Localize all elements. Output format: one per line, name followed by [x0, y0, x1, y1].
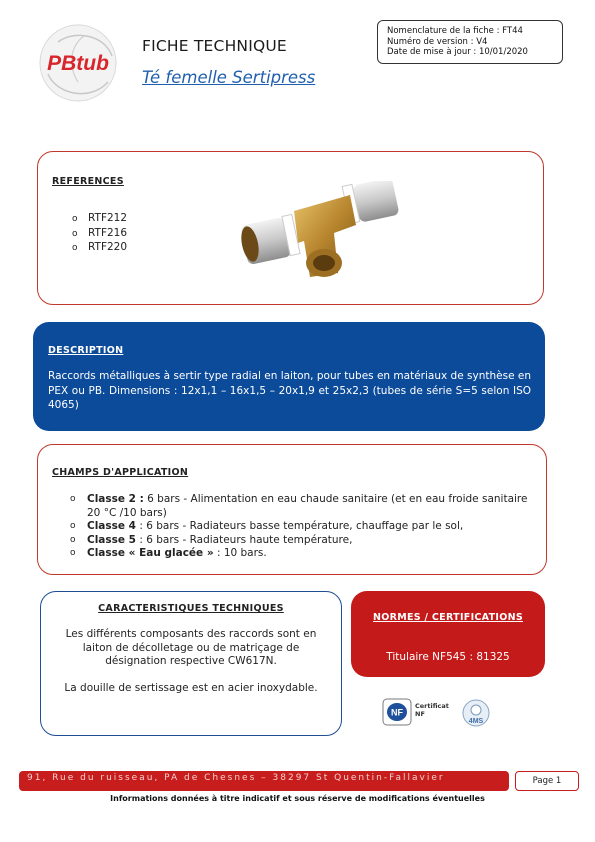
list-item: o Classe « Eau glacée » : 10 bars.: [70, 547, 267, 559]
logo-text: PBtub: [47, 52, 109, 75]
list-item: o Classe 2 : 6 bars - Alimentation en eau chaude sanitaire (et en eau froide sanitaire 20 °C /10 bars): [70, 493, 528, 519]
list-item: o RTF216: [72, 227, 127, 242]
product-subtitle: Té femelle Sertipress: [142, 68, 316, 87]
norms-text: Titulaire NF545 : 81325: [386, 651, 510, 663]
characteristics-paragraph: Les différents composants des raccords sont en laiton de décolletage ou de matriçage de désignation respective CW617N.: [65, 628, 317, 667]
svg-text:NF: NF: [391, 707, 403, 718]
footer-disclaimer: Informations données à titre indicatif et sous réserve de modifications éventuelles: [110, 794, 485, 803]
page-number: Page 1: [515, 771, 579, 791]
meta-version: Numéro de version : V4: [387, 36, 488, 47]
svg-text:4MS: 4MS: [468, 718, 484, 725]
bullet: o: [70, 521, 76, 531]
characteristics-paragraph: La douille de sertissage est en acier inoxydable.: [64, 681, 318, 694]
meta-nomenclature: Nomenclature de la fiche : FT44: [387, 26, 523, 36]
bullet: o: [70, 548, 76, 558]
list-item: o RTF220: [72, 241, 127, 256]
list-item: o RTF212: [72, 212, 127, 227]
4ms-certification-icon: [460, 698, 492, 728]
description-heading: DESCRIPTION: [48, 345, 124, 356]
references-heading: REFERENCES: [52, 176, 124, 187]
bullet: o: [70, 534, 76, 545]
bullet: o: [70, 494, 76, 504]
description-text: Raccords métalliques à sertir type radial en laiton, pour tubes en matériaux de synthèse en PEX ou PB. Dimensions : 12x1,1 – 16x1,5 – 20x1,9 et 25x2,3 (tubes de série S=5 selon ISO 4065): [48, 370, 531, 411]
product-image-tee-fitting: [238, 181, 408, 281]
company-logo: [34, 22, 122, 104]
characteristics-heading: CARACTERISTIQUES TECHNIQUES: [98, 603, 284, 614]
characteristics-text: [52, 628, 330, 695]
meta-date: Date de mise à jour : 10/01/2020: [387, 47, 528, 57]
bullet: o: [72, 228, 78, 239]
list-item: o Classe 4 : 6 bars - Radiateurs basse température, chauffage par le sol,: [70, 520, 464, 532]
application-list: [70, 493, 528, 561]
document-meta-box: [377, 20, 563, 64]
application-heading: CHAMPS D'APPLICATION: [52, 467, 189, 478]
page-title: FICHE TECHNIQUE: [142, 37, 287, 55]
norms-heading: NORMES / CERTIFICATIONS: [373, 612, 523, 623]
norms-box: [351, 591, 545, 677]
bullet: o: [72, 214, 78, 224]
bullet: o: [72, 243, 78, 253]
references-list: [72, 212, 127, 256]
footer-address: 91, Rue du ruisseau, PA de Chesnes – 38297 St Quentin-Fallavier: [27, 773, 445, 783]
list-item: o Classe 5 : 6 bars - Radiateurs haute température,: [70, 533, 353, 546]
nf-certification-icon: [382, 698, 412, 726]
nf-certificate-label: Certificat NF: [415, 702, 449, 718]
